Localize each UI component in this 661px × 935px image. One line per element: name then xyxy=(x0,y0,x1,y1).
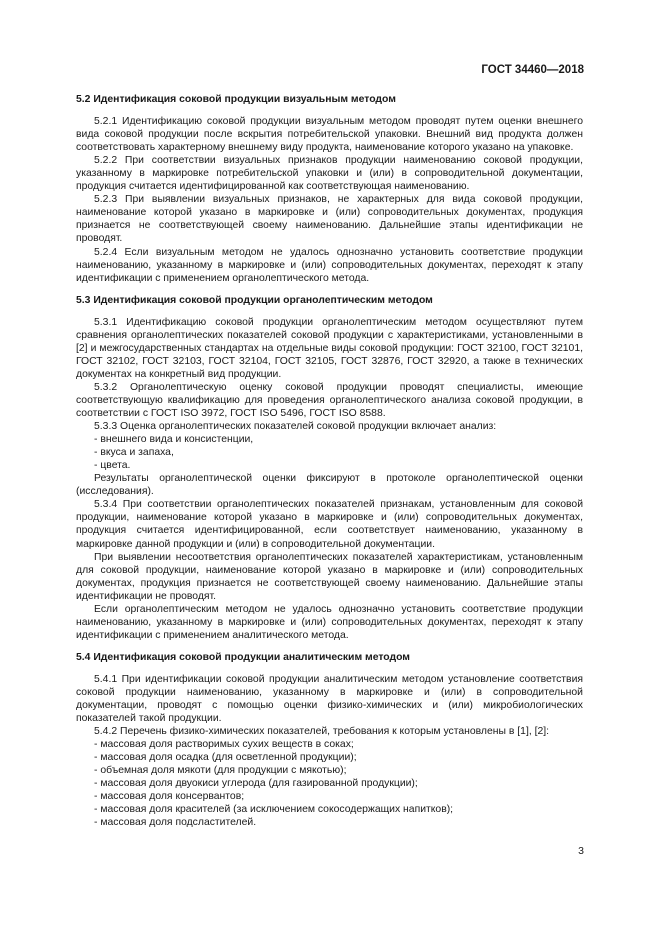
paragraph: 5.3.4 При соответствии органолептических показателей признакам, установленным для соковой продукции, наименование которой указано в маркировке и (или) сопроводительных документах, продукция считается идентифицированной, если соответствует наименованию, указанному в маркировке данной продукции и (или) в сопроводительной документации. xyxy=(76,499,583,550)
paragraph: Если органолептическим методом не удалось однозначно установить соответствие продукции наименованию, указанному в маркировке и (или) сопроводительных документах, переходят к этапу идентификации с применением аналитического метода. xyxy=(76,603,583,641)
list-item: - массовая доля консервантов; xyxy=(94,791,245,803)
list-item: - внешнего вида и консистенции, xyxy=(94,434,254,446)
list-item: - массовая доля красителей (за исключением сокосодержащих напитков); xyxy=(94,804,454,816)
list-item: - массовая доля подсластителей. xyxy=(94,817,257,829)
paragraph: 5.4.2 Перечень физико-химических показателей, требования к которым установлены в [1], [2]: xyxy=(94,726,550,738)
paragraph: 5.3.2 Органолептическую оценку соковой продукции проводят специалисты, имеющие соответствующую квалификацию для проведения органолептического анализа соковой продукции, в соответствии с ГОСТ ISO 3972, ГОСТ ISO 5496, ГОСТ ISO 8588. xyxy=(76,381,583,420)
paragraph: 5.4.1 При идентификации соковой продукции аналитическим методом установление соответствия соковой продукции наименованию, указанному в маркировке и (или) в сопроводительной документации, проводят с помощью оценки физико-химических и (или) микробиологических показателей такой продукции. xyxy=(76,673,583,725)
list-item: - массовая доля двуокиси углерода (для газированной продукции); xyxy=(94,778,418,790)
list-item: - цвета. xyxy=(94,460,131,472)
section-title: 5.3 Идентификация соковой продукции органолептическим методом xyxy=(76,294,433,306)
paragraph: 5.2.1 Идентификацию соковой продукции визуальным методом проводят путем оценки внешнего вида соковой продукции после вскрытия потребительской упаковки. Внешний вид продукта должен соответствовать характерному внешнему виду продукта, наименование которого указано на упаковке. xyxy=(76,116,583,154)
list-item: - объемная доля мякоти (для продукции с мякотью); xyxy=(94,765,347,777)
paragraph: 5.2.4 Если визуальным методом не удалось однозначно установить соответствие продукции наименованию, указанному в маркировке и (или) сопроводительных документах, переходят к этапу идентификации с применением органолептического метода. xyxy=(76,246,583,284)
document-id-header: ГОСТ 34460—2018 xyxy=(481,64,584,76)
paragraph: 5.3.1 Идентификацию соковой продукции органолептическим методом осуществляют путем сравнения органолептических показателей соковой продукции с характеристиками, установленными в [2] и межгосударственных стандартах на отдельные виды соковой продукции: ГОСТ 32100, ГОСТ 32101, ГОСТ 32102, ГОСТ 32103, ГОСТ 32104, ГОСТ 32105, ГОСТ 32876, ГОСТ 32920, а также в технических документах на конкретный вид продукции. xyxy=(76,316,583,380)
paragraph: Результаты органолептической оценки фиксируют в протоколе органолептической оценки (исследования). xyxy=(76,473,583,498)
section-title: 5.4 Идентификация соковой продукции аналитическим методом xyxy=(76,651,410,663)
list-item: - вкуса и запаха, xyxy=(94,447,174,459)
page-number: 3 xyxy=(578,845,584,857)
section-title: 5.2 Идентификация соковой продукции визуальным методом xyxy=(76,94,396,105)
paragraph: При выявлении несоответствия органолептических показателей характеристикам, установленным для соковой продукции, наименование которой указано в маркировке и (или) сопроводительных документах, продукция признается не соответствующей своему наименованию. Дальнейшие этапы идентификации не проводят. xyxy=(76,551,583,602)
paragraph: 5.2.2 При соответствии визуальных признаков продукции наименованию соковой продукции, указанному в маркировке потребительской упаковки и (или) в сопроводительной документации, продукция считается идентифицированной как соответствующая наименованию. xyxy=(76,155,583,193)
paragraph: 5.3.3 Оценка органолептических показателей соковой продукции включает анализ: xyxy=(94,421,497,433)
list-item: - массовая доля растворимых сухих веществ в соках; xyxy=(94,739,354,751)
paragraph: 5.2.3 При выявлении визуальных признаков, не характерных для вида соковой продукции, наименование которой указано в маркировке и (или) сопроводительных документах, продукция признается не соответствующей своему наименованию. Дальнейшие этапы идентификации не проводят. xyxy=(76,194,583,245)
list-item: - массовая доля осадка (для осветленной продукции); xyxy=(94,752,357,764)
document-body xyxy=(76,93,583,829)
